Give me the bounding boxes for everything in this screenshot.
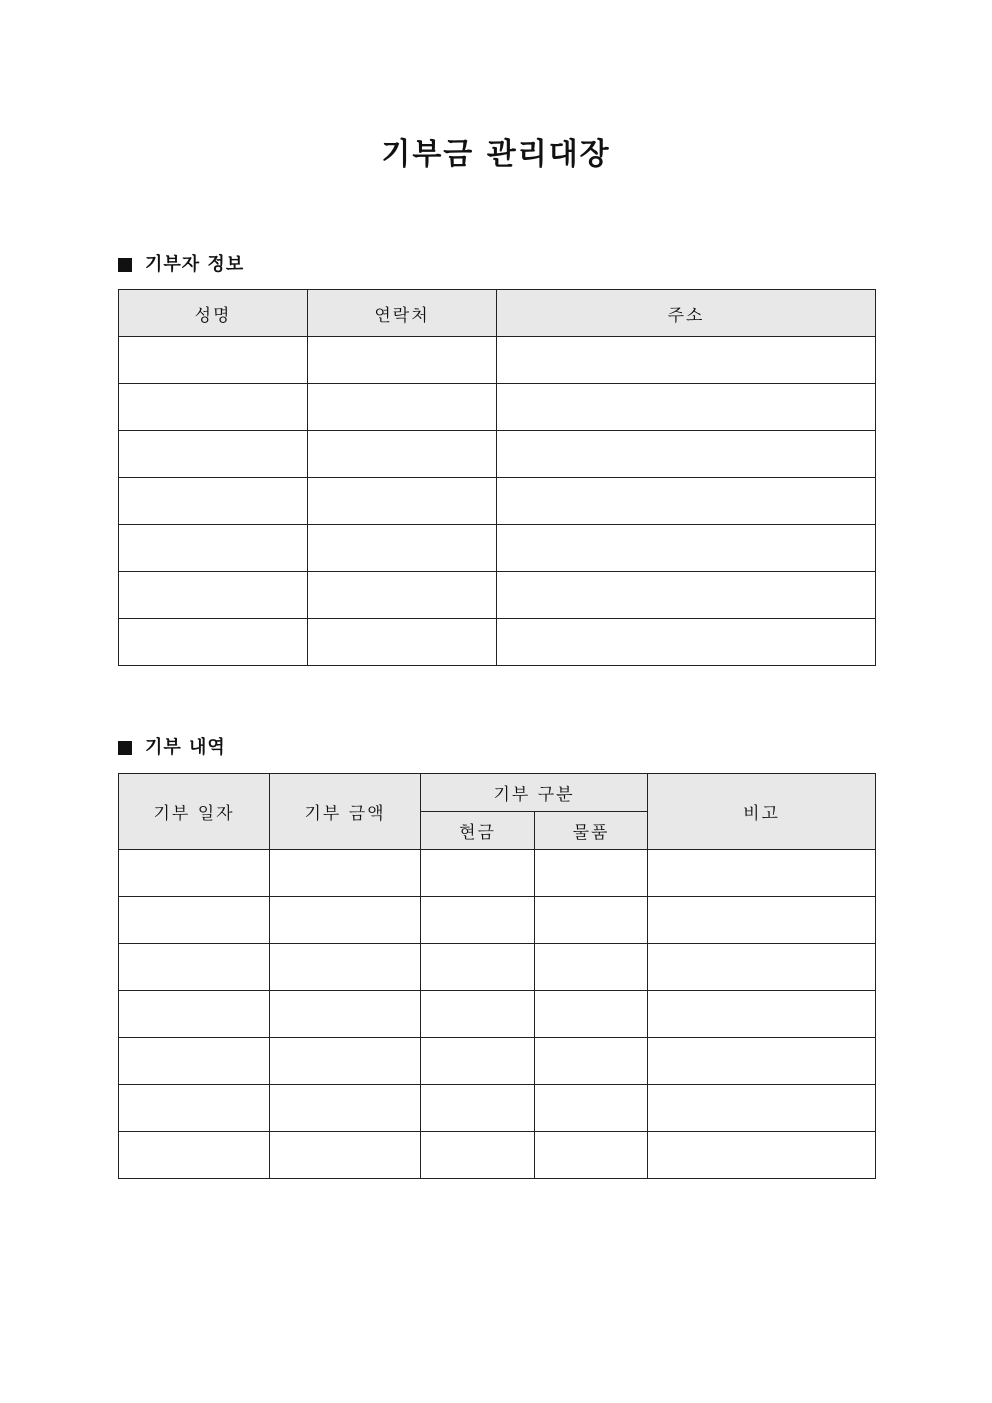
note-cell[interactable] <box>648 944 876 991</box>
column-header-date: 기부 일자 <box>119 774 270 850</box>
column-header-cash: 현금 <box>421 812 535 850</box>
date-cell[interactable] <box>119 1132 270 1179</box>
goods-cell[interactable] <box>535 1132 648 1179</box>
date-cell[interactable] <box>119 1085 270 1132</box>
column-header-goods: 물품 <box>535 812 648 850</box>
goods-cell[interactable] <box>535 1038 648 1085</box>
date-cell[interactable] <box>119 944 270 991</box>
name-cell[interactable] <box>119 525 308 572</box>
note-cell[interactable] <box>648 850 876 897</box>
amount-cell[interactable] <box>270 1085 421 1132</box>
name-cell[interactable] <box>119 431 308 478</box>
date-cell[interactable] <box>119 850 270 897</box>
goods-cell[interactable] <box>535 850 648 897</box>
column-header-note: 비고 <box>648 774 876 850</box>
table-row <box>119 944 876 991</box>
name-cell[interactable] <box>119 384 308 431</box>
donor-info-heading <box>118 252 244 278</box>
date-cell[interactable] <box>119 991 270 1038</box>
column-header-address: 주소 <box>497 290 876 337</box>
address-cell[interactable] <box>497 431 876 478</box>
contact-cell[interactable] <box>308 619 497 666</box>
donor-info-heading-label: 기부자 정보 <box>145 254 245 275</box>
name-cell[interactable] <box>119 478 308 525</box>
table-row <box>119 897 876 944</box>
name-cell[interactable] <box>119 337 308 384</box>
square-bullet-icon <box>118 258 132 272</box>
table-row <box>119 572 876 619</box>
table-row <box>119 431 876 478</box>
goods-cell[interactable] <box>535 944 648 991</box>
amount-cell[interactable] <box>270 991 421 1038</box>
table-row <box>119 337 876 384</box>
note-cell[interactable] <box>648 897 876 944</box>
donation-history-header-row <box>119 774 876 812</box>
column-header-contact: 연락처 <box>308 290 497 337</box>
donor-info-table <box>118 289 876 666</box>
square-bullet-icon <box>118 741 132 755</box>
amount-cell[interactable] <box>270 897 421 944</box>
note-cell[interactable] <box>648 1038 876 1085</box>
cash-cell[interactable] <box>421 1132 535 1179</box>
cash-cell[interactable] <box>421 1038 535 1085</box>
address-cell[interactable] <box>497 525 876 572</box>
cash-cell[interactable] <box>421 991 535 1038</box>
table-row <box>119 850 876 897</box>
address-cell[interactable] <box>497 572 876 619</box>
donation-history-heading <box>118 735 226 761</box>
contact-cell[interactable] <box>308 431 497 478</box>
cash-cell[interactable] <box>421 897 535 944</box>
donation-history-table <box>118 773 876 1179</box>
table-row <box>119 1085 876 1132</box>
donor-info-header-row <box>119 290 876 337</box>
contact-cell[interactable] <box>308 337 497 384</box>
goods-cell[interactable] <box>535 991 648 1038</box>
contact-cell[interactable] <box>308 384 497 431</box>
column-header-amount: 기부 금액 <box>270 774 421 850</box>
goods-cell[interactable] <box>535 1085 648 1132</box>
name-cell[interactable] <box>119 619 308 666</box>
contact-cell[interactable] <box>308 478 497 525</box>
table-row <box>119 991 876 1038</box>
table-row <box>119 1132 876 1179</box>
contact-cell[interactable] <box>308 525 497 572</box>
column-header-name: 성명 <box>119 290 308 337</box>
goods-cell[interactable] <box>535 897 648 944</box>
document-title: 기부금 관리대장 <box>381 137 611 172</box>
address-cell[interactable] <box>497 478 876 525</box>
cash-cell[interactable] <box>421 1085 535 1132</box>
address-cell[interactable] <box>497 337 876 384</box>
amount-cell[interactable] <box>270 944 421 991</box>
amount-cell[interactable] <box>270 850 421 897</box>
date-cell[interactable] <box>119 1038 270 1085</box>
table-row <box>119 1038 876 1085</box>
amount-cell[interactable] <box>270 1038 421 1085</box>
cash-cell[interactable] <box>421 850 535 897</box>
cash-cell[interactable] <box>421 944 535 991</box>
name-cell[interactable] <box>119 572 308 619</box>
note-cell[interactable] <box>648 1085 876 1132</box>
table-row <box>119 478 876 525</box>
address-cell[interactable] <box>497 619 876 666</box>
table-row <box>119 525 876 572</box>
note-cell[interactable] <box>648 1132 876 1179</box>
address-cell[interactable] <box>497 384 876 431</box>
column-header-type-group: 기부 구분 <box>421 774 648 812</box>
date-cell[interactable] <box>119 897 270 944</box>
amount-cell[interactable] <box>270 1132 421 1179</box>
note-cell[interactable] <box>648 991 876 1038</box>
donation-history-heading-label: 기부 내역 <box>145 737 226 758</box>
table-row <box>119 384 876 431</box>
table-row <box>119 619 876 666</box>
contact-cell[interactable] <box>308 572 497 619</box>
